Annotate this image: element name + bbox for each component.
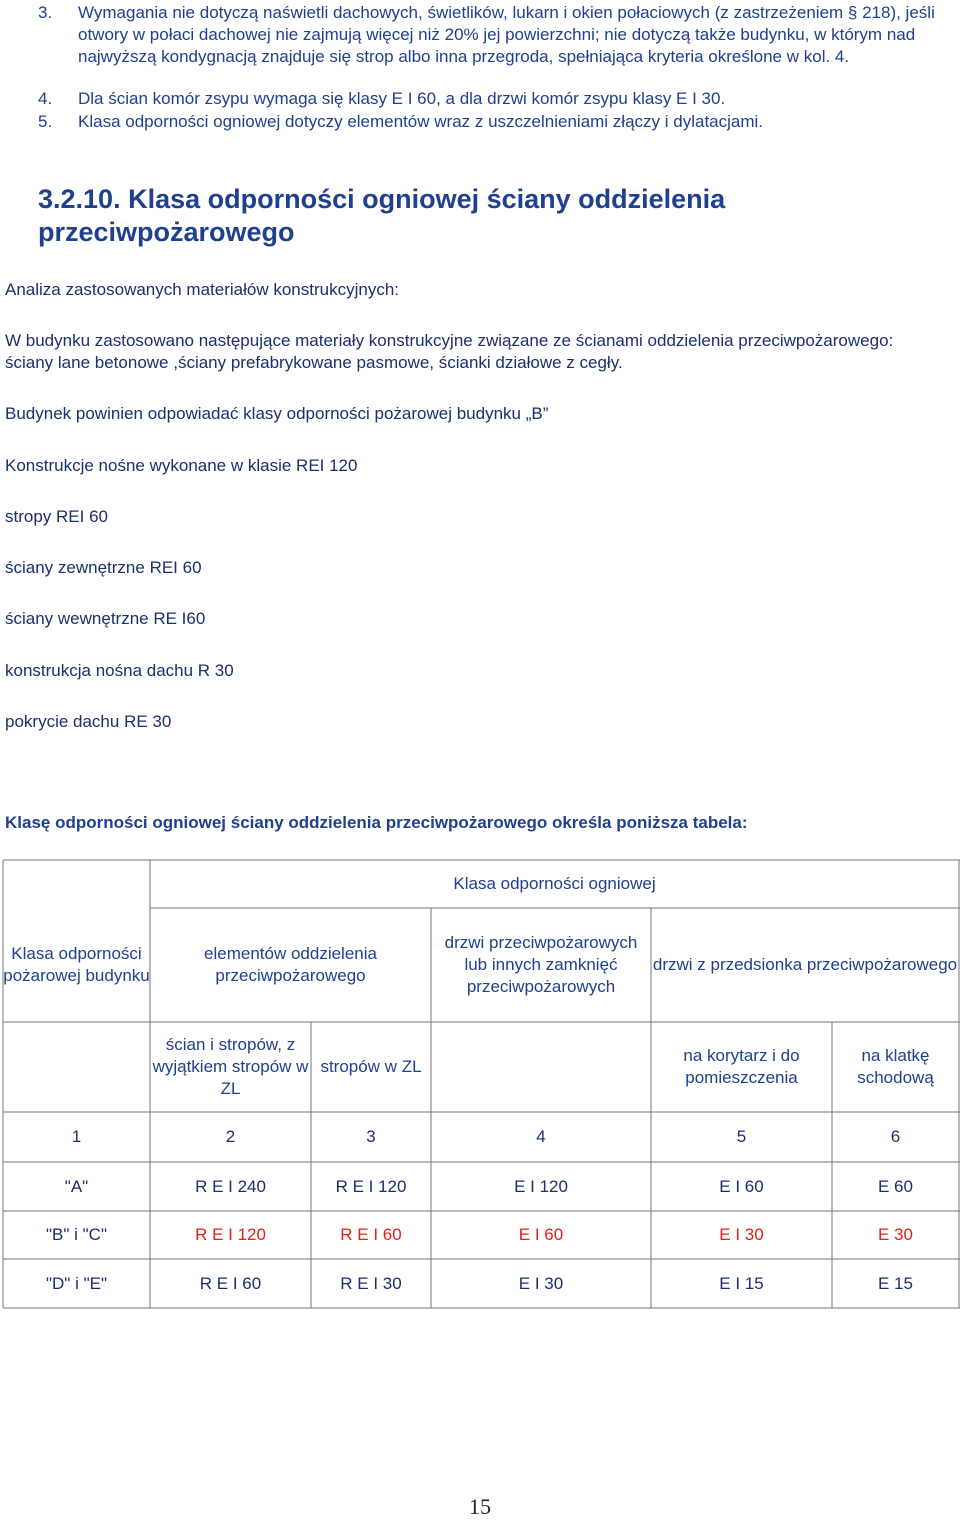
list-item-text: Klasa odporności ogniowej dotyczy elementów wraz z uszczelnieniami złączy i dylatacjami. [78,112,764,131]
table-cell-highlight: R E I 120 [195,1225,266,1244]
table-cell: R E I 60 [199,1273,262,1293]
table-cell: R E I 240 [195,1176,266,1196]
table-intro: Klasę odporności ogniowej ściany oddzielenia przeciwpożarowego określa poniższa tabela: [5,813,748,832]
table-cell: R E I 30 [340,1273,402,1293]
sub-header-corridor: na korytarz i do pomieszczenia [683,1046,800,1087]
table-cell: R E I 120 [335,1176,407,1196]
table-cell-class: "D" i "E" [46,1273,107,1293]
list-item [38,2,948,68]
list-item-text: Wymagania nie dotyczą naświetli dachowych, świetlików, lukarn i okien połaciowych (z zastrzeżeniem § 218), jeśli otwory w połaci dachowej nie zajmują więcej niż 20% jej powierzchni; nie dotyczą także budynku, w którym nad najwyższą kondygnacją znajduje się strop albo inna przegroda, spełniająca kryteria określone w kol. 4. [78,3,935,66]
list-item-text: Dla ścian komór zsypu wymaga się klasy E I 60, a dla drzwi komór zsypu klasy E I 30. [78,89,726,108]
table-cell-highlight: E 30 [878,1225,913,1244]
column-number: 5 [736,1127,747,1146]
col-header-vestibule-doors: drzwi z przedsionka przeciwpożarowego [652,955,958,974]
col-header-doors: drzwi przeciwpożarowych lub innych zamknięć przeciwpożarowych [444,933,638,996]
list-item [38,88,948,110]
page-number: 15 [469,1494,491,1519]
table-cell: E I 15 [719,1273,764,1293]
table-cell: E 15 [878,1273,913,1293]
list-item-number: 5. [38,112,53,131]
col-header-building-class: Klasa odporności pożarowej budynku [3,944,150,985]
requirement-line: konstrukcja nośna dachu R 30 [5,661,234,680]
column-number: 6 [890,1127,901,1146]
requirement-line: ściany wewnętrzne RE I60 [5,609,206,628]
requirement-line: ściany zewnętrzne REI 60 [5,558,202,577]
requirement-line: pokrycie dachu RE 30 [5,712,172,731]
list-item [38,111,778,133]
table-cell: E I 60 [719,1176,764,1196]
col-header-elements: elementów oddzielenia przeciwpożarowego [204,944,377,985]
column-number: 3 [366,1127,376,1146]
table-cell-highlight: R E I 60 [340,1225,402,1244]
requirement-line: stropy REI 60 [5,507,108,526]
table-cell-highlight: E I 60 [518,1225,564,1244]
table-cell: E I 30 [518,1273,564,1293]
materials-paragraph: W budynku zastosowano następujące materiały konstrukcyjne związane ze ścianami oddzielenia przeciwpożarowego: ściany lane betonowe ,ściany prefabrykowane pasmowe, ścianki działowe z cegły. [5,331,894,372]
column-number: 4 [536,1127,546,1146]
list-item-number: 3. [38,3,53,22]
column-number: 2 [225,1127,236,1146]
requirement-line: Konstrukcje nośne wykonane w klasie REI 120 [5,456,358,475]
table-cell-class: "B" i "C" [46,1225,107,1244]
table-cell: E I 120 [514,1176,568,1196]
table-super-header: Klasa odporności ogniowej [453,874,656,893]
analysis-label: Analiza zastosowanych materiałów konstrukcyjnych: [5,280,400,299]
table-cell-class: "A" [64,1176,89,1196]
column-number: 1 [71,1127,82,1146]
sub-header-stairs: na klatkę schodową [857,1046,934,1087]
table-cell-highlight: E I 30 [719,1225,764,1244]
building-class-paragraph: Budynek powinien odpowiadać klasy odporności pożarowej budynku „B” [5,404,549,423]
sub-header-ceilings: stropów w ZL [320,1057,422,1076]
list-item-number: 4. [38,89,53,108]
table-cell: E 60 [878,1176,913,1196]
section-heading: 3.2.10. Klasa odporności ogniowej ściany oddzielenia przeciwpożarowego [38,184,726,247]
sub-header-walls: ścian i stropów, z wyjątkiem stropów w ZL [152,1035,309,1098]
